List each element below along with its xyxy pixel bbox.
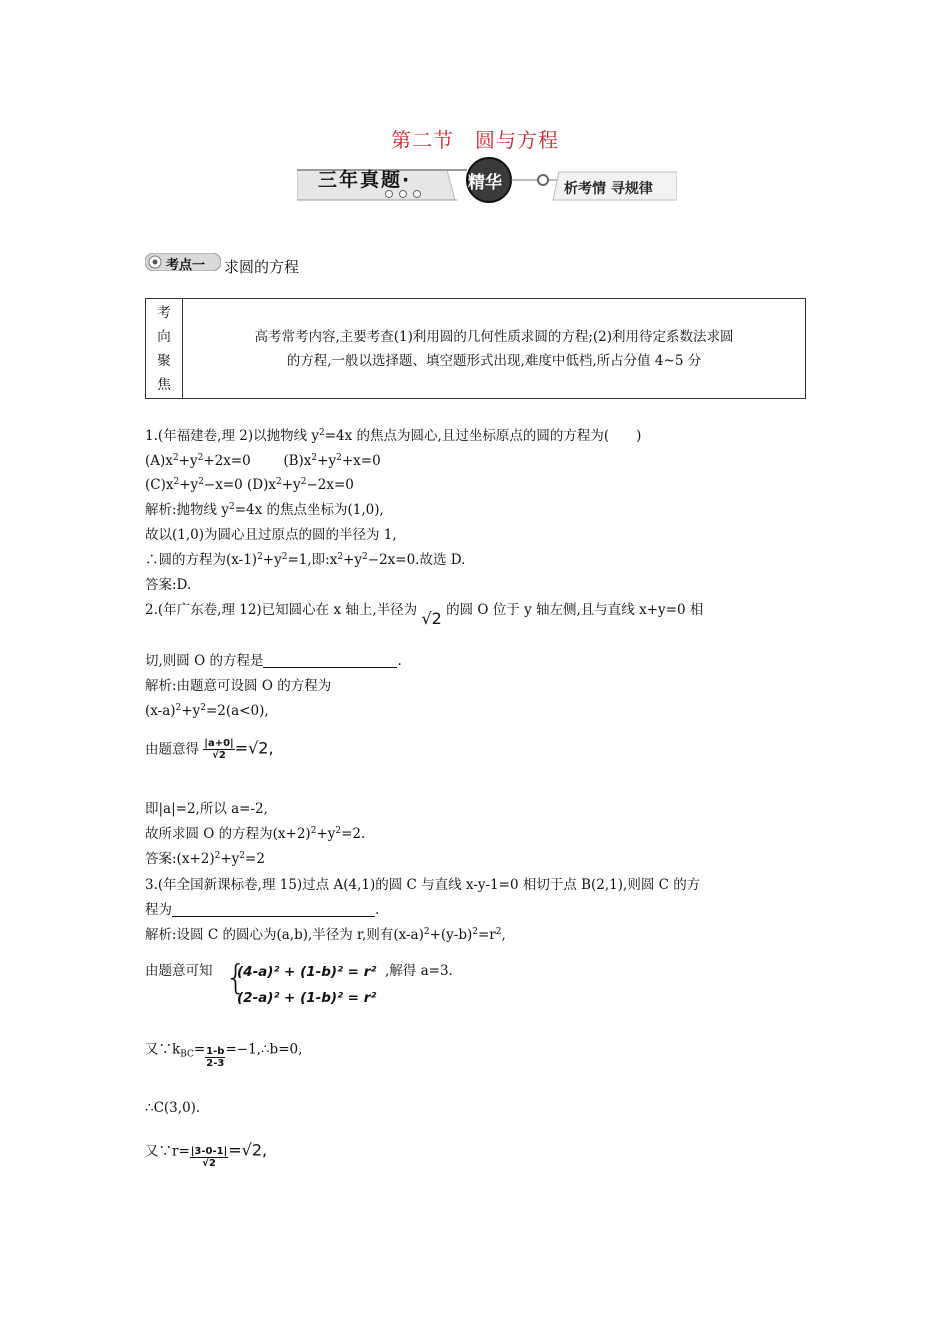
q3-system-brace: { xyxy=(225,958,247,998)
q2-solution-5: 故所求圆 O 的方程为$(x+2)^2+y^2=2$. xyxy=(145,826,366,842)
page-title: 第二节 圆与方程 xyxy=(391,128,559,152)
section-badge: 考点一 xyxy=(166,258,206,273)
q3-solution-4: ∴C(3,0). xyxy=(145,1100,201,1116)
q2-solution-4: 即|a|=2,所以 a=-2, xyxy=(145,801,268,817)
q1-solution-3: ∴圆的方程为$(x-1)^2+y^2=1$,即$:x^2+y^2-2x=0$.故选 D. xyxy=(145,552,466,568)
q3-stem-1: 3.(年全国新课标卷,理 15)过点 A(4,1)的圆 C 与直线 x-y-1=0 相切于点 B(2,1),则圆 C 的方 xyxy=(145,877,701,893)
q2-stem-1: 2.(年广东卷,理 12)已知圆心在 x 轴上,半径为 √2 的圆 O 位于 y 轴左侧,且与直线 x+y=0 相 xyxy=(145,602,704,628)
q2-solution-1: 解析:由题意可设圆 O 的方程为 xyxy=(145,678,332,694)
q3-solution-1: 解析:设圆 C 的圆心为(a,b),半径为 r,则有$(x-a)^2+(y-b)^2=r^2$, xyxy=(145,927,506,943)
q1-answer: 答案:D. xyxy=(145,577,192,593)
banner-mid-text: 精华 xyxy=(468,173,502,193)
q3-solution-3: 又$\because k_{BC}=$ $\frac{1-b}{2-3}$ =−1,∴b=0, xyxy=(145,1041,303,1069)
q3-fraction-k: $\frac{1-b}{2-3}$ xyxy=(206,1046,225,1069)
q3-solution-2-tail: ,解得 a=3. xyxy=(385,963,453,979)
q2-answer: 答案$:(x+2)^2+y^2=2$ xyxy=(145,851,265,867)
q3-answer-blank xyxy=(172,902,375,917)
q3-system-eq2: (2-a)² + (1-b)² = r² xyxy=(237,990,377,1006)
q2-fraction: $\frac{|a+0|}{√2}$ xyxy=(204,738,234,761)
section-heading: 求圆的方程 xyxy=(224,258,300,276)
q2-stem-2: 切,则圆 O 的方程是 . xyxy=(145,653,402,669)
q3-system-eq1: (4-a)² + (1-b)² = r² xyxy=(237,964,377,980)
q1-options-ab: $(A)x^2+y^2+2x=0$ $(B)x^2+y^2+x=0$ xyxy=(145,453,381,469)
banner-right-text: 析考情 寻规律 xyxy=(564,181,653,197)
q3-solution-2: 由题意可知 xyxy=(145,963,213,979)
q2-answer-blank xyxy=(263,653,397,668)
q1-stem: 1.(年福建卷,理 2)以抛物线 $y^2=4x$ 的焦点为圆心,且过坐标原点的圆的方程为( ) xyxy=(145,428,642,444)
q1-solution-2: 故以(1,0)为圆心且过原点的圆的半径为 1, xyxy=(145,527,397,543)
focus-table xyxy=(145,298,806,399)
focus-content: 高考常考内容,主要考查(1)利用圆的几何性质求圆的方程;(2)利用待定系数法求圆 的方程,一般以选择题、填空题形式出现,难度中低档,所占分值 4~5 分 xyxy=(183,299,806,399)
q1-solution-1: 解析:抛物线 $y^2=4x$ 的焦点坐标为(1,0), xyxy=(145,502,384,518)
q3-fraction-r: $\frac{|3-0-1|}{√2}$ xyxy=(190,1146,228,1169)
banner-left-text: 三年真题· xyxy=(318,169,412,191)
focus-label: 考 向 聚 焦 xyxy=(146,299,183,399)
q2-solution-3: 由题意得 $\frac{|a+0|}{√2}$ =√2, xyxy=(145,738,274,761)
q1-options-cd: $(C)x^2+y^2-x=0$ $(D)x^2+y^2-2x=0$ xyxy=(145,477,354,493)
q3-solution-5: 又∵r= $\frac{|3-0-1|}{√2}$ =√2, xyxy=(145,1140,268,1169)
q3-stem-2: 程为 . xyxy=(145,902,380,918)
q2-solution-2: $(x-a)^2+y^2=2(a<0)$, xyxy=(145,703,269,719)
